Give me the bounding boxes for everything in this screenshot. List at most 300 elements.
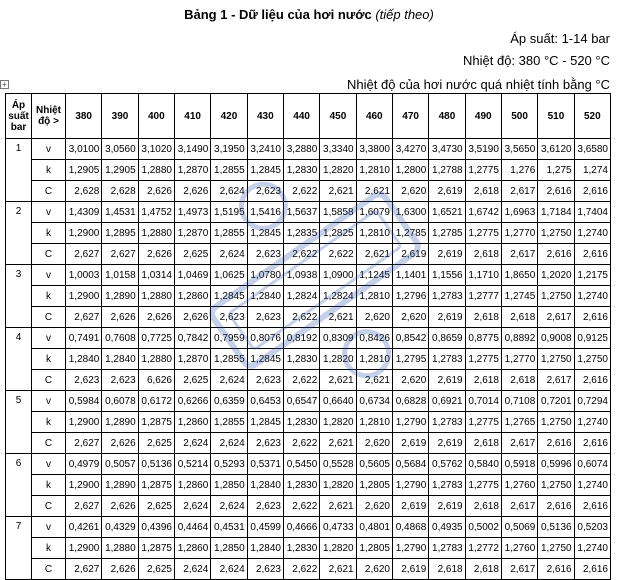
pressure-cell: 6: [6, 454, 32, 517]
value-cell: 1,2880: [102, 538, 138, 559]
value-cell: 1,4973: [174, 202, 210, 223]
value-cell: 2,623: [247, 496, 283, 517]
value-cell: 2,627: [66, 244, 102, 265]
value-cell: 0,6828: [392, 391, 428, 412]
value-cell: 1,2890: [102, 412, 138, 433]
value-cell: 2,616: [574, 559, 610, 580]
value-cell: 0,4801: [356, 517, 392, 538]
value-cell: 1,2795: [392, 349, 428, 370]
value-cell: 1,2895: [102, 223, 138, 244]
value-cell: 3,6580: [574, 139, 610, 160]
property-cell: v: [32, 517, 66, 538]
value-cell: 0,4733: [320, 517, 356, 538]
value-cell: 2,627: [66, 496, 102, 517]
pressure-cell: 5: [6, 391, 32, 454]
value-cell: 3,3340: [320, 139, 356, 160]
value-cell: 1,6963: [501, 202, 537, 223]
value-cell: 1,2750: [538, 475, 574, 496]
value-cell: 1,2840: [247, 475, 283, 496]
table-row: [6, 307, 611, 328]
value-cell: 2,625: [138, 496, 174, 517]
value-cell: 1,2785: [429, 223, 465, 244]
value-cell: 0,8192: [283, 328, 319, 349]
table-row: [6, 265, 611, 286]
header-temp-510: 510: [538, 94, 574, 139]
value-cell: 2,624: [211, 559, 247, 580]
value-cell: 1,2850: [211, 475, 247, 496]
value-cell: 2,618: [501, 307, 537, 328]
table-row: [6, 202, 611, 223]
value-cell: 1,1556: [429, 265, 465, 286]
value-cell: 2,623: [247, 181, 283, 202]
table-row: [6, 286, 611, 307]
value-cell: 1,2830: [283, 475, 319, 496]
value-cell: 2,627: [66, 433, 102, 454]
value-cell: 0,5528: [320, 454, 356, 475]
value-cell: 1,2845: [247, 160, 283, 181]
value-cell: 2,618: [465, 370, 501, 391]
value-cell: 0,9008: [538, 328, 574, 349]
value-cell: 1,2855: [211, 160, 247, 181]
value-cell: 0,6266: [174, 391, 210, 412]
value-cell: 2,622: [283, 370, 319, 391]
property-cell: v: [32, 265, 66, 286]
value-cell: 2,625: [174, 370, 210, 391]
value-cell: 1,2900: [66, 412, 102, 433]
value-cell: 2,620: [356, 307, 392, 328]
value-cell: 0,5214: [174, 454, 210, 475]
value-cell: 2,627: [66, 307, 102, 328]
value-cell: 1,6521: [429, 202, 465, 223]
property-cell: v: [32, 202, 66, 223]
value-cell: 2,618: [465, 181, 501, 202]
value-cell: 1,274: [574, 160, 610, 181]
value-cell: 2,616: [574, 433, 610, 454]
value-cell: 1,0625: [211, 265, 247, 286]
value-cell: 2,627: [102, 244, 138, 265]
value-cell: 1,2770: [501, 349, 537, 370]
table-row: [6, 538, 611, 559]
value-cell: 1,2783: [429, 349, 465, 370]
value-cell: 0,7491: [66, 328, 102, 349]
value-cell: 0,4599: [247, 517, 283, 538]
table-row: [6, 139, 611, 160]
value-cell: 0,5069: [501, 517, 537, 538]
property-cell: k: [32, 538, 66, 559]
value-cell: 0,5996: [538, 454, 574, 475]
value-cell: 0,7959: [211, 328, 247, 349]
value-cell: 0,4979: [66, 454, 102, 475]
table-header-row: [6, 94, 611, 139]
value-cell: 0,6640: [320, 391, 356, 412]
value-cell: 1,5637: [283, 202, 319, 223]
value-cell: 1,2855: [211, 412, 247, 433]
value-cell: 1,2900: [66, 475, 102, 496]
value-cell: 2,622: [283, 181, 319, 202]
value-cell: 1,2775: [465, 160, 501, 181]
value-cell: 1,2855: [211, 223, 247, 244]
value-cell: 0,7201: [538, 391, 574, 412]
property-cell: k: [32, 223, 66, 244]
table-row: [6, 433, 611, 454]
value-cell: 1,2810: [356, 412, 392, 433]
value-cell: 2,616: [538, 244, 574, 265]
value-cell: 6,626: [138, 370, 174, 391]
value-cell: 1,2740: [574, 286, 610, 307]
header-temp-380: 380: [66, 94, 102, 139]
value-cell: 1,2785: [392, 223, 428, 244]
value-cell: 2,624: [211, 433, 247, 454]
value-cell: 0,8659: [429, 328, 465, 349]
value-cell: 0,4935: [429, 517, 465, 538]
value-cell: 1,2790: [392, 538, 428, 559]
title-italic: (tiếp theo): [375, 7, 434, 22]
value-cell: 2,620: [356, 559, 392, 580]
value-cell: 1,2880: [138, 349, 174, 370]
header-temp-390: 390: [102, 94, 138, 139]
value-cell: 2,624: [211, 370, 247, 391]
property-cell: v: [32, 391, 66, 412]
value-cell: 3,3800: [356, 139, 392, 160]
value-cell: 3,0560: [102, 139, 138, 160]
value-cell: 2,624: [174, 433, 210, 454]
value-cell: 1,2775: [465, 475, 501, 496]
pressure-cell: 3: [6, 265, 32, 328]
table-row: [6, 391, 611, 412]
value-cell: 1,2870: [174, 349, 210, 370]
value-cell: 2,619: [429, 181, 465, 202]
table-row: [6, 454, 611, 475]
value-cell: 0,5136: [138, 454, 174, 475]
value-cell: 2,621: [320, 559, 356, 580]
value-cell: 1,2840: [102, 349, 138, 370]
pressure-cell: 4: [6, 328, 32, 391]
value-cell: 3,4270: [392, 139, 428, 160]
value-cell: 1,0469: [174, 265, 210, 286]
table-row: [6, 160, 611, 181]
value-cell: 1,2905: [66, 160, 102, 181]
property-cell: C: [32, 496, 66, 517]
value-cell: 1,2855: [211, 349, 247, 370]
value-cell: 1,2775: [465, 412, 501, 433]
header-temp-400: 400: [138, 94, 174, 139]
value-cell: 1,2835: [283, 223, 319, 244]
value-cell: 2,621: [356, 244, 392, 265]
property-cell: k: [32, 349, 66, 370]
table-move-handle-icon[interactable]: +: [0, 80, 9, 89]
value-cell: 2,617: [538, 370, 574, 391]
value-cell: 1,2772: [465, 538, 501, 559]
value-cell: 1,2805: [356, 538, 392, 559]
steam-data-table: [5, 93, 611, 580]
property-cell: k: [32, 286, 66, 307]
value-cell: 0,5057: [102, 454, 138, 475]
value-cell: 0,6453: [247, 391, 283, 412]
value-cell: 2,619: [392, 433, 428, 454]
value-cell: 0,6078: [102, 391, 138, 412]
table-row: [6, 412, 611, 433]
value-cell: 1,4752: [138, 202, 174, 223]
value-cell: 2,616: [538, 433, 574, 454]
value-cell: 1,2845: [247, 349, 283, 370]
value-cell: 2,619: [429, 370, 465, 391]
header-temp-420: 420: [211, 94, 247, 139]
value-cell: 2,618: [429, 559, 465, 580]
value-cell: 2,619: [392, 244, 428, 265]
value-cell: 0,4531: [211, 517, 247, 538]
value-cell: 1,2788: [429, 160, 465, 181]
value-cell: 1,0158: [102, 265, 138, 286]
header-temp-520: 520: [574, 94, 610, 139]
value-cell: 3,4730: [429, 139, 465, 160]
value-cell: 1,2830: [283, 412, 319, 433]
property-cell: C: [32, 244, 66, 265]
value-cell: 1,2890: [102, 286, 138, 307]
table-row: [6, 349, 611, 370]
value-cell: 1,0314: [138, 265, 174, 286]
value-cell: 1,7404: [574, 202, 610, 223]
value-cell: 0,7014: [465, 391, 501, 412]
value-cell: 1,2900: [66, 286, 102, 307]
table-caption: Nhiệt độ của hơi nước quá nhiệt tính bằng °C: [347, 77, 610, 92]
value-cell: 1,2850: [211, 538, 247, 559]
value-cell: 1,2810: [356, 286, 392, 307]
value-cell: 1,2783: [429, 475, 465, 496]
value-cell: 1,2875: [138, 475, 174, 496]
table-row: [6, 496, 611, 517]
pressure-cell: 2: [6, 202, 32, 265]
value-cell: 2,617: [501, 559, 537, 580]
value-cell: 2,627: [66, 559, 102, 580]
value-cell: 2,626: [102, 433, 138, 454]
value-cell: 2,616: [538, 496, 574, 517]
value-cell: 2,622: [283, 559, 319, 580]
value-cell: 1,7184: [538, 202, 574, 223]
temperature-range: Nhiệt độ: 380 °C - 520 °C: [463, 53, 610, 68]
value-cell: 1,2860: [174, 475, 210, 496]
value-cell: 0,5450: [283, 454, 319, 475]
value-cell: 1,2860: [174, 412, 210, 433]
property-cell: k: [32, 160, 66, 181]
value-cell: 1,2880: [138, 223, 174, 244]
value-cell: 2,626: [138, 244, 174, 265]
value-cell: 2,616: [538, 559, 574, 580]
value-cell: 1,1710: [465, 265, 501, 286]
value-cell: 1,2830: [283, 160, 319, 181]
value-cell: 1,2800: [392, 160, 428, 181]
value-cell: 1,2870: [174, 223, 210, 244]
value-cell: 1,2020: [538, 265, 574, 286]
value-cell: 1,2750: [538, 538, 574, 559]
value-cell: 2,619: [429, 433, 465, 454]
value-cell: 1,2824: [283, 286, 319, 307]
table-row: [6, 181, 611, 202]
value-cell: 2,621: [356, 370, 392, 391]
table-row: [6, 517, 611, 538]
value-cell: 2,624: [174, 496, 210, 517]
value-cell: 2,625: [138, 559, 174, 580]
value-cell: 1,2900: [66, 223, 102, 244]
value-cell: 1,2875: [138, 538, 174, 559]
property-cell: v: [32, 139, 66, 160]
value-cell: 1,2777: [465, 286, 501, 307]
value-cell: 2,620: [392, 370, 428, 391]
value-cell: 3,5650: [501, 139, 537, 160]
value-cell: 2,616: [574, 307, 610, 328]
value-cell: 2,626: [102, 307, 138, 328]
value-cell: 0,7842: [174, 328, 210, 349]
value-cell: 2,621: [320, 181, 356, 202]
value-cell: 2,621: [320, 496, 356, 517]
value-cell: 1,2845: [247, 223, 283, 244]
property-cell: C: [32, 181, 66, 202]
header-temp-450: 450: [320, 94, 356, 139]
value-cell: 1,2790: [392, 412, 428, 433]
value-cell: 1,1245: [356, 265, 392, 286]
value-cell: 1,6742: [465, 202, 501, 223]
value-cell: 3,5190: [465, 139, 501, 160]
value-cell: 0,6547: [283, 391, 319, 412]
value-cell: 1,2840: [247, 538, 283, 559]
value-cell: 1,2796: [392, 286, 428, 307]
value-cell: 1,2890: [102, 475, 138, 496]
value-cell: 1,2820: [320, 349, 356, 370]
header-temperature: Nhiệt độ >: [32, 94, 66, 139]
value-cell: 2,623: [247, 370, 283, 391]
value-cell: 0,4464: [174, 517, 210, 538]
value-cell: 1,2900: [66, 538, 102, 559]
value-cell: 2,620: [356, 496, 392, 517]
value-cell: 2,616: [574, 181, 610, 202]
value-cell: 2,618: [465, 559, 501, 580]
value-cell: 1,2880: [138, 286, 174, 307]
value-cell: 1,2765: [501, 412, 537, 433]
pressure-cell: 7: [6, 517, 32, 580]
header-temp-490: 490: [465, 94, 501, 139]
value-cell: 2,624: [211, 496, 247, 517]
value-cell: 0,4329: [102, 517, 138, 538]
value-cell: 1,2820: [320, 412, 356, 433]
value-cell: 2,618: [465, 307, 501, 328]
value-cell: 2,617: [501, 244, 537, 265]
value-cell: 0,8426: [356, 328, 392, 349]
value-cell: 0,8309: [320, 328, 356, 349]
value-cell: 1,2820: [320, 538, 356, 559]
value-cell: 2,618: [465, 496, 501, 517]
value-cell: 1,2175: [574, 265, 610, 286]
value-cell: 2,625: [174, 244, 210, 265]
value-cell: 2,621: [320, 370, 356, 391]
value-cell: 0,8775: [465, 328, 501, 349]
table-row: [6, 244, 611, 265]
value-cell: 2,622: [283, 244, 319, 265]
value-cell: 2,616: [574, 244, 610, 265]
value-cell: 0,7608: [102, 328, 138, 349]
value-cell: 1,2820: [320, 475, 356, 496]
value-cell: 1,2880: [138, 160, 174, 181]
value-cell: 3,6120: [538, 139, 574, 160]
value-cell: 2,621: [320, 307, 356, 328]
value-cell: 1,2750: [538, 349, 574, 370]
value-cell: 3,2880: [283, 139, 319, 160]
value-cell: 2,623: [247, 244, 283, 265]
value-cell: 2,624: [174, 559, 210, 580]
value-cell: 2,622: [283, 496, 319, 517]
value-cell: 1,2783: [429, 412, 465, 433]
value-cell: 2,619: [429, 307, 465, 328]
header-temp-410: 410: [174, 94, 210, 139]
value-cell: 1,2840: [66, 349, 102, 370]
value-cell: 0,6734: [356, 391, 392, 412]
value-cell: 1,2825: [320, 223, 356, 244]
value-cell: 2,616: [574, 496, 610, 517]
value-cell: 1,2805: [356, 475, 392, 496]
value-cell: 1,2810: [356, 160, 392, 181]
value-cell: 1,2750: [538, 286, 574, 307]
value-cell: 2,626: [138, 307, 174, 328]
value-cell: 1,275: [538, 160, 574, 181]
value-cell: 1,1401: [392, 265, 428, 286]
property-cell: C: [32, 559, 66, 580]
property-cell: v: [32, 454, 66, 475]
value-cell: 3,0100: [66, 139, 102, 160]
value-cell: 0,9125: [574, 328, 610, 349]
header-temp-460: 460: [356, 94, 392, 139]
value-cell: 2,620: [392, 307, 428, 328]
table-row: [6, 475, 611, 496]
table-row: [6, 328, 611, 349]
value-cell: 1,2775: [465, 223, 501, 244]
header-temp-470: 470: [392, 94, 428, 139]
property-cell: v: [32, 328, 66, 349]
value-cell: 1,2783: [429, 538, 465, 559]
value-cell: 1,5858: [320, 202, 356, 223]
value-cell: 0,7294: [574, 391, 610, 412]
value-cell: 1,5195: [211, 202, 247, 223]
value-cell: 1,276: [501, 160, 537, 181]
value-cell: 2,616: [574, 370, 610, 391]
value-cell: 1,2845: [247, 412, 283, 433]
value-cell: 0,5293: [211, 454, 247, 475]
value-cell: 0,5684: [392, 454, 428, 475]
value-cell: 1,0938: [283, 265, 319, 286]
value-cell: 2,622: [283, 433, 319, 454]
value-cell: 3,2410: [247, 139, 283, 160]
value-cell: 0,7108: [501, 391, 537, 412]
value-cell: 0,4396: [138, 517, 174, 538]
value-cell: 2,623: [211, 307, 247, 328]
value-cell: 1,2810: [356, 349, 392, 370]
value-cell: 0,4261: [66, 517, 102, 538]
value-cell: 1,0780: [247, 265, 283, 286]
value-cell: 0,8892: [501, 328, 537, 349]
value-cell: 2,624: [211, 244, 247, 265]
value-cell: 0,8542: [392, 328, 428, 349]
value-cell: 2,626: [138, 181, 174, 202]
value-cell: 0,6359: [211, 391, 247, 412]
value-cell: 2,628: [66, 181, 102, 202]
value-cell: 0,5136: [538, 517, 574, 538]
value-cell: 2,618: [465, 244, 501, 265]
value-cell: 1,2790: [392, 475, 428, 496]
value-cell: 0,5918: [501, 454, 537, 475]
value-cell: 1,2770: [501, 223, 537, 244]
value-cell: 0,4868: [392, 517, 428, 538]
value-cell: 2,620: [392, 181, 428, 202]
value-cell: 2,623: [66, 370, 102, 391]
value-cell: 1,5416: [247, 202, 283, 223]
value-cell: 2,619: [392, 496, 428, 517]
